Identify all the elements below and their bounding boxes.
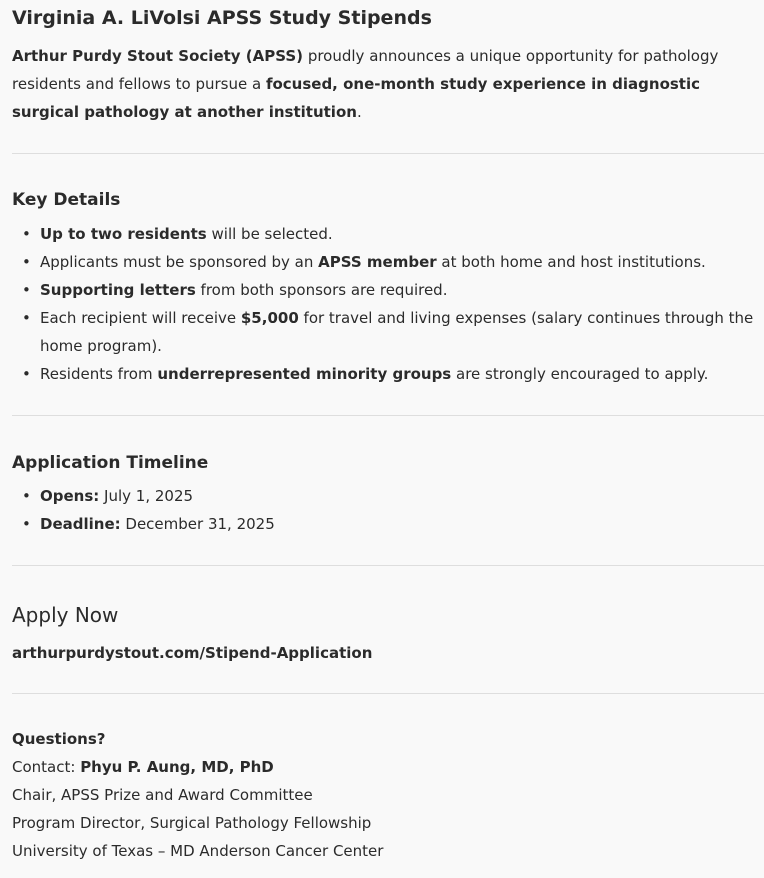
- opens-value: July 1, 2025: [99, 487, 194, 505]
- timeline-list: [12, 482, 764, 538]
- key-details-heading: Key Details: [12, 190, 121, 210]
- key-details-list: [12, 220, 764, 388]
- contact-label: Contact:: [12, 758, 81, 776]
- deadline-label: Deadline:: [40, 515, 121, 533]
- opens-label: Opens:: [40, 487, 100, 505]
- list-item: • Deadline: December 31, 2025: [22, 515, 275, 533]
- timeline-heading: Application Timeline: [12, 453, 209, 473]
- list-item: • Each recipient will receive $5,000 for travel and living expenses (salary continues through the home program).: [22, 309, 754, 355]
- org-name: Arthur Purdy Stout Society (APSS): [12, 47, 304, 65]
- list-item: • Residents from underrepresented minority groups are strongly encouraged to apply.: [22, 365, 709, 383]
- contact-institution: University of Texas – MD Anderson Cancer Center: [12, 842, 384, 860]
- contact-title-2: Program Director, Surgical Pathology Fellowship: [12, 814, 372, 832]
- deadline-value: December 31, 2025: [120, 515, 275, 533]
- page-title: Virginia A. LiVolsi APSS Study Stipends: [12, 7, 432, 29]
- list-item: • Supporting letters from both sponsors are required.: [22, 281, 448, 299]
- intro-paragraph: [12, 42, 764, 126]
- list-item: • Applicants must be sponsored by an APSS member at both home and host institutions.: [22, 253, 706, 271]
- questions-heading: Questions?: [12, 730, 106, 748]
- contact-title-1: Chair, APSS Prize and Award Committee: [12, 786, 313, 804]
- apply-heading: Apply Now: [12, 603, 119, 627]
- application-link[interactable]: arthurpurdystout.com/Stipend-Application: [12, 644, 373, 662]
- intro-text-2: .: [356, 103, 362, 121]
- contact-name: Phyu P. Aung, MD, PhD: [80, 758, 274, 776]
- list-item: • Up to two residents will be selected.: [22, 225, 333, 243]
- intro-text-1: proudly announces a unique opportunity for pathology residents and fellows to pursue a: [12, 47, 719, 93]
- questions-block: [12, 725, 764, 865]
- intro-bold: focused, one-month study experience in diagnostic surgical pathology at another institution: [12, 75, 701, 121]
- list-item: • Opens: July 1, 2025: [22, 487, 194, 505]
